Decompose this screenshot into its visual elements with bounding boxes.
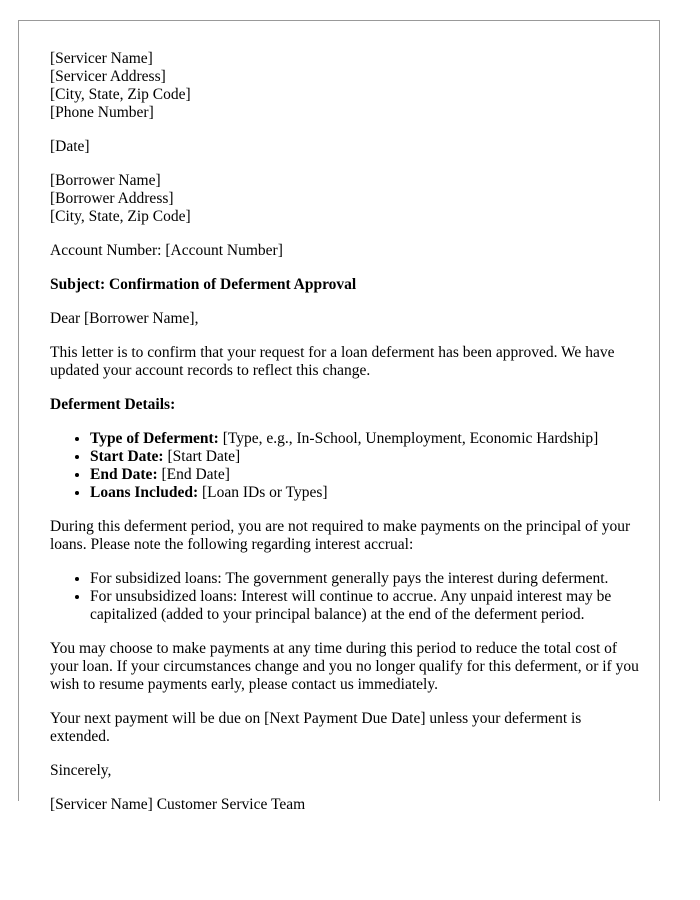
salutation: Dear [Borrower Name],	[50, 310, 199, 327]
detail-value: [Start Date]	[163, 448, 241, 465]
payments-paragraph: You may choose to make payments at any time during this period to reduce the total cost of your loan. If your circumstances change and you no longer qualify for this deferment, or if you wish to resume payments early, please contact us immediately.	[50, 640, 639, 693]
borrower-name: [Borrower Name]	[50, 172, 161, 189]
letter-body	[50, 50, 640, 830]
borrower-address: [Borrower Address]	[50, 190, 174, 207]
signature: [Servicer Name] Customer Service Team	[50, 796, 306, 813]
detail-label: Start Date:	[90, 448, 164, 465]
detail-label: Loans Included:	[90, 484, 199, 501]
deferment-details-heading: Deferment Details:	[50, 396, 176, 413]
detail-value: [Loan IDs or Types]	[198, 484, 328, 501]
interest-item-subsidized: • For subsidized loans: The government generally pays the interest during deferment.	[90, 570, 640, 588]
closing: Sincerely,	[50, 762, 112, 779]
intro-paragraph: This letter is to confirm that your request for a loan deferment has been approved. We have updated your account records to reflect this change.	[50, 344, 615, 379]
account-number: Account Number: [Account Number]	[50, 242, 283, 259]
next-payment-paragraph: Your next payment will be due on [Next Payment Due Date] unless your deferment is extended.	[50, 710, 582, 745]
borrower-city-state-zip: [City, State, Zip Code]	[50, 208, 191, 225]
deferment-details-list	[50, 430, 640, 502]
sender-address-block	[50, 50, 640, 122]
detail-label: Type of Deferment:	[90, 430, 219, 447]
interest-item-unsubsidized: • For unsubsidized loans: Interest will continue to accrue. Any unpaid interest may be capitalized (added to your principal balance) at the end of the deferment period.	[90, 588, 640, 624]
interest-accrual-list	[50, 570, 640, 624]
detail-label: End Date:	[90, 466, 158, 483]
detail-item-loans-included	[90, 484, 640, 502]
detail-item-end-date	[90, 466, 640, 484]
letter-date: [Date]	[50, 138, 90, 155]
detail-value: [Type, e.g., In-School, Unemployment, Economic Hardship]	[218, 430, 599, 447]
servicer-address: [Servicer Address]	[50, 68, 166, 85]
servicer-name: [Servicer Name]	[50, 50, 153, 67]
detail-value: [End Date]	[157, 466, 230, 483]
detail-item-type	[90, 430, 640, 448]
interest-paragraph: During this deferment period, you are not required to make payments on the principal of your loans. Please note the following regarding interest accrual:	[50, 518, 631, 553]
servicer-city-state-zip: [City, State, Zip Code]	[50, 86, 191, 103]
detail-item-start-date	[90, 448, 640, 466]
servicer-phone: [Phone Number]	[50, 104, 154, 121]
letter-page	[18, 20, 660, 813]
recipient-address-block	[50, 172, 640, 226]
subject-line: Subject: Confirmation of Deferment Approval	[50, 276, 357, 293]
